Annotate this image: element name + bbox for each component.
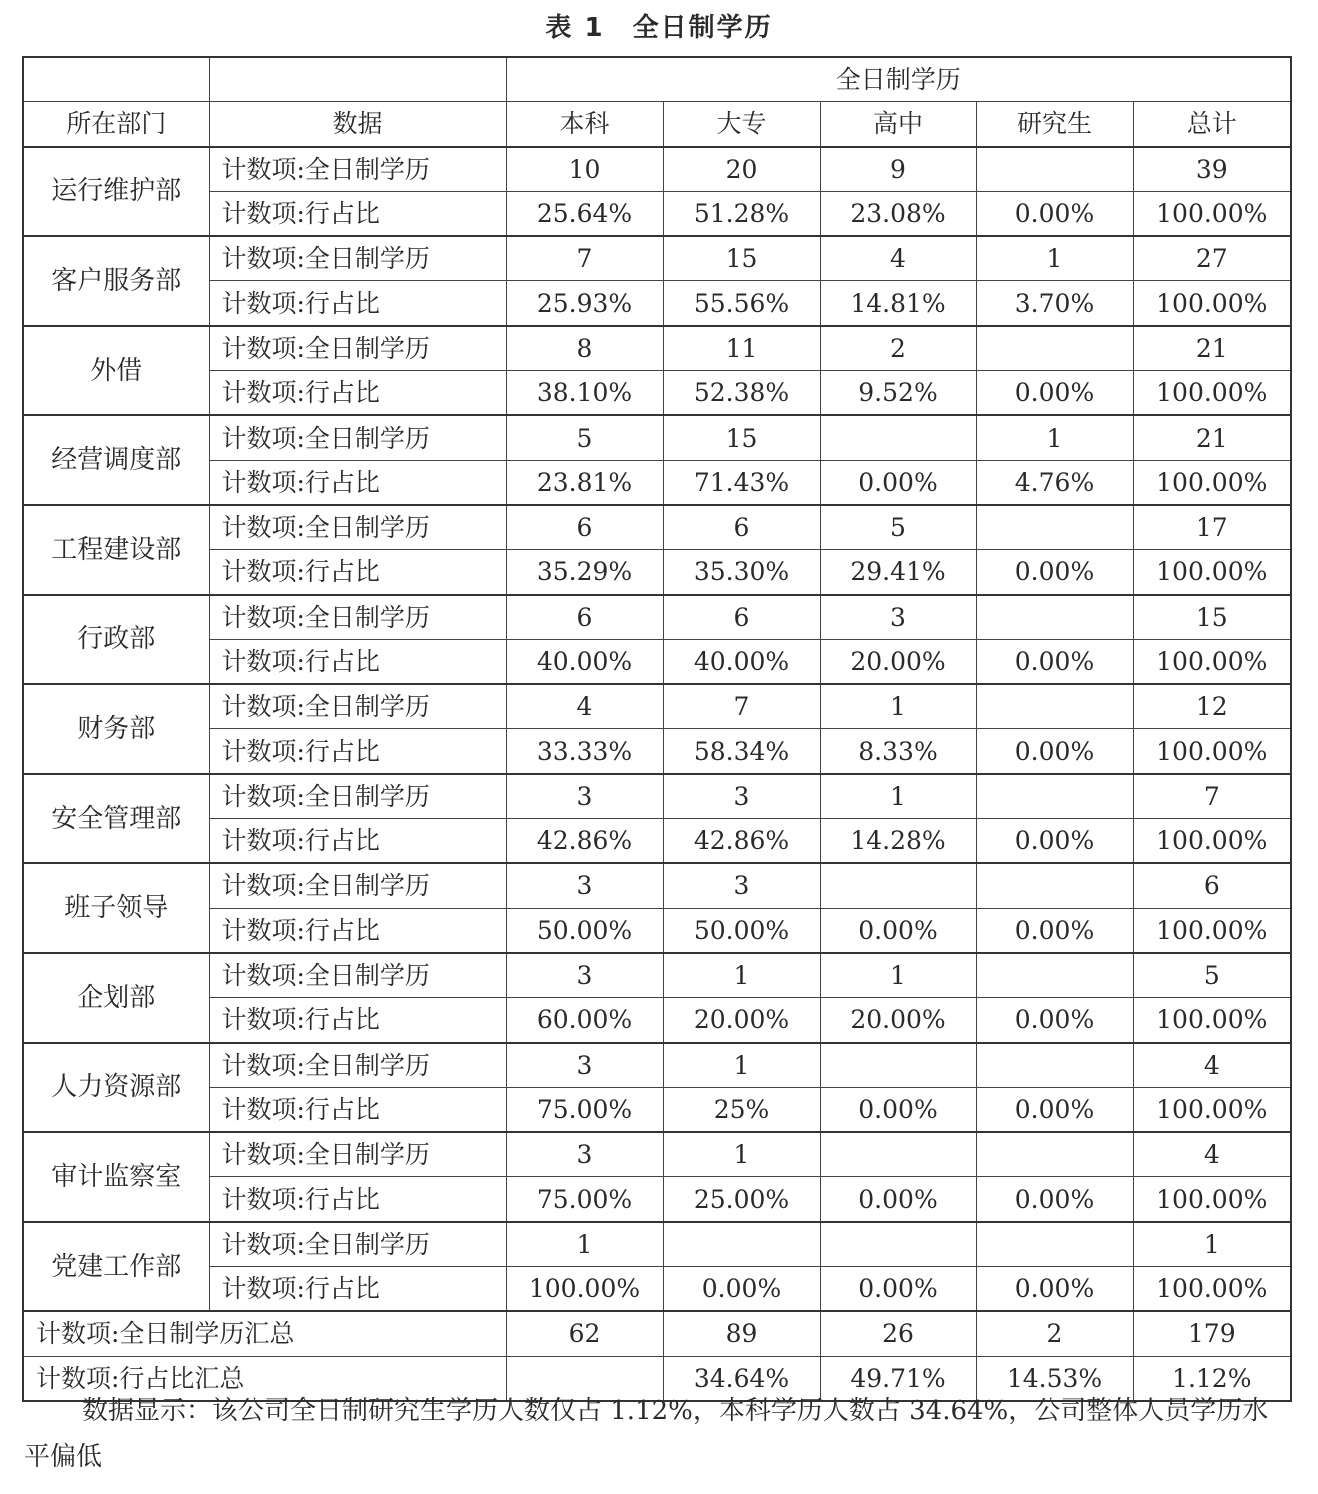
ratio-cell: 33.33% (506, 729, 663, 774)
ratio-cell: 0.00% (663, 1267, 820, 1312)
count-cell: 8 (506, 326, 663, 371)
col-header-data: 数据 (209, 102, 506, 147)
count-cell (976, 147, 1133, 192)
count-cell: 20 (663, 147, 820, 192)
table-row (23, 684, 1291, 729)
dept-name: 企划部 (23, 953, 209, 1043)
count-cell (976, 1222, 1133, 1267)
count-cell: 11 (663, 326, 820, 371)
row-label: 计数项:行占比 (209, 1177, 506, 1222)
count-cell (820, 415, 976, 460)
total-cell: 89 (663, 1311, 820, 1356)
count-cell: 1 (1133, 1222, 1291, 1267)
dept-name: 审计监察室 (23, 1132, 209, 1222)
table-row (23, 191, 1291, 236)
count-cell: 1 (820, 684, 976, 729)
ratio-cell: 14.81% (820, 281, 976, 326)
dept-name: 安全管理部 (23, 774, 209, 864)
count-cell: 9 (820, 147, 976, 192)
count-cell: 3 (506, 1043, 663, 1088)
ratio-cell: 0.00% (976, 191, 1133, 236)
dept-name: 运行维护部 (23, 147, 209, 237)
row-label: 计数项:全日制学历 (209, 684, 506, 729)
table-row (23, 460, 1291, 505)
total-cell: 49.71% (820, 1356, 976, 1401)
count-cell: 10 (506, 147, 663, 192)
col-header-dept: 所在部门 (23, 102, 209, 147)
ratio-cell: 100.00% (506, 1267, 663, 1312)
ratio-cell: 52.38% (663, 371, 820, 416)
total-cell: 26 (820, 1311, 976, 1356)
ratio-cell: 40.00% (506, 639, 663, 684)
count-cell: 4 (820, 236, 976, 281)
col-header-college: 大专 (663, 102, 820, 147)
ratio-cell: 20.00% (820, 998, 976, 1043)
row-label: 计数项:行占比 (209, 639, 506, 684)
row-label: 计数项:行占比 (209, 819, 506, 864)
table-row (23, 1222, 1291, 1267)
dept-name: 财务部 (23, 684, 209, 774)
blank-header-cell (23, 57, 209, 102)
ratio-cell: 0.00% (976, 908, 1133, 953)
count-cell (976, 505, 1133, 550)
ratio-cell: 0.00% (820, 460, 976, 505)
table-row (23, 550, 1291, 595)
count-cell: 5 (1133, 953, 1291, 998)
count-cell: 1 (506, 1222, 663, 1267)
count-cell: 21 (1133, 326, 1291, 371)
row-label: 计数项:全日制学历 (209, 505, 506, 550)
count-cell: 6 (663, 595, 820, 640)
table-row (23, 774, 1291, 819)
row-label: 计数项:全日制学历 (209, 863, 506, 908)
count-cell (820, 863, 976, 908)
table-row (23, 908, 1291, 953)
count-cell (976, 1132, 1133, 1177)
row-label: 计数项:行占比 (209, 281, 506, 326)
count-cell (976, 1043, 1133, 1088)
count-cell: 3 (506, 953, 663, 998)
count-cell: 15 (1133, 595, 1291, 640)
row-label: 计数项:全日制学历 (209, 1043, 506, 1088)
summary-note: 数据显示：该公司全日制研究生学历人数仅占 1.12%，本科学历人数占 34.64%，公司整体人员学历水平偏低 (24, 1396, 1269, 1472)
count-cell (976, 326, 1133, 371)
ratio-cell: 50.00% (663, 908, 820, 953)
ratio-cell: 0.00% (820, 908, 976, 953)
count-cell: 5 (506, 415, 663, 460)
count-cell: 1 (663, 953, 820, 998)
ratio-cell: 100.00% (1133, 460, 1291, 505)
row-label: 计数项:行占比 (209, 460, 506, 505)
ratio-cell: 20.00% (663, 998, 820, 1043)
table-row (23, 595, 1291, 640)
count-cell: 12 (1133, 684, 1291, 729)
ratio-cell: 0.00% (820, 1177, 976, 1222)
count-cell: 1 (820, 953, 976, 998)
ratio-cell: 40.00% (663, 639, 820, 684)
col-header-graduate: 研究生 (976, 102, 1133, 147)
ratio-cell: 42.86% (663, 819, 820, 864)
ratio-cell: 100.00% (1133, 550, 1291, 595)
ratio-cell: 100.00% (1133, 729, 1291, 774)
table-row (23, 1043, 1291, 1088)
ratio-cell: 100.00% (1133, 281, 1291, 326)
table-row (23, 729, 1291, 774)
table-row (23, 505, 1291, 550)
ratio-cell: 0.00% (976, 639, 1133, 684)
ratio-cell: 100.00% (1133, 371, 1291, 416)
row-label: 计数项:行占比 (209, 908, 506, 953)
count-cell: 1 (976, 236, 1133, 281)
count-cell (976, 953, 1133, 998)
count-cell: 6 (663, 505, 820, 550)
count-cell: 3 (820, 595, 976, 640)
ratio-cell: 3.70% (976, 281, 1133, 326)
group-header: 全日制学历 (506, 57, 1291, 102)
ratio-cell: 55.56% (663, 281, 820, 326)
count-cell: 2 (820, 326, 976, 371)
ratio-cell: 0.00% (976, 998, 1133, 1043)
ratio-cell: 23.81% (506, 460, 663, 505)
row-label: 计数项:全日制学历 (209, 1222, 506, 1267)
ratio-cell: 100.00% (1133, 191, 1291, 236)
col-header-highschool: 高中 (820, 102, 976, 147)
col-header-total: 总计 (1133, 102, 1291, 147)
ratio-cell: 100.00% (1133, 998, 1291, 1043)
count-cell: 3 (663, 863, 820, 908)
row-label: 计数项:全日制学历 (209, 326, 506, 371)
count-cell: 7 (663, 684, 820, 729)
count-cell (976, 774, 1133, 819)
column-header-row (23, 102, 1291, 147)
total-row (23, 1311, 1291, 1356)
table-row (23, 147, 1291, 192)
ratio-cell: 14.28% (820, 819, 976, 864)
table-row (23, 371, 1291, 416)
row-label: 计数项:行占比 (209, 1087, 506, 1132)
ratio-cell: 51.28% (663, 191, 820, 236)
count-cell: 5 (820, 505, 976, 550)
count-cell (976, 684, 1133, 729)
row-label: 计数项:行占比 (209, 550, 506, 595)
count-cell: 4 (506, 684, 663, 729)
row-label: 计数项:全日制学历 (209, 236, 506, 281)
total-cell: 14.53% (976, 1356, 1133, 1401)
ratio-cell: 100.00% (1133, 819, 1291, 864)
ratio-cell: 60.00% (506, 998, 663, 1043)
table-row (23, 1132, 1291, 1177)
table-row (23, 281, 1291, 326)
dept-name: 工程建设部 (23, 505, 209, 595)
total-cell: 34.64% (663, 1356, 820, 1401)
count-cell: 1 (663, 1132, 820, 1177)
row-label: 计数项:全日制学历 (209, 1132, 506, 1177)
count-cell: 3 (506, 1132, 663, 1177)
table-row (23, 1267, 1291, 1312)
blank-header-cell (209, 57, 506, 102)
ratio-cell: 0.00% (820, 1087, 976, 1132)
count-cell: 15 (663, 415, 820, 460)
ratio-cell: 25.00% (663, 1177, 820, 1222)
count-cell: 7 (1133, 774, 1291, 819)
row-label: 计数项:全日制学历 (209, 147, 506, 192)
count-cell: 7 (506, 236, 663, 281)
table-row (23, 998, 1291, 1043)
count-cell (820, 1043, 976, 1088)
count-cell: 3 (506, 774, 663, 819)
row-label: 计数项:行占比 (209, 998, 506, 1043)
count-cell: 1 (820, 774, 976, 819)
ratio-cell: 42.86% (506, 819, 663, 864)
total-cell: 62 (506, 1311, 663, 1356)
table-row (23, 953, 1291, 998)
dept-name: 经营调度部 (23, 415, 209, 505)
row-label: 计数项:行占比 (209, 191, 506, 236)
count-cell: 1 (976, 415, 1133, 460)
row-label: 计数项:全日制学历 (209, 595, 506, 640)
dept-name: 班子领导 (23, 863, 209, 953)
ratio-cell: 35.30% (663, 550, 820, 595)
ratio-cell: 0.00% (976, 729, 1133, 774)
group-header-row (23, 57, 1291, 102)
ratio-cell: 23.08% (820, 191, 976, 236)
ratio-cell: 4.76% (976, 460, 1133, 505)
count-cell: 17 (1133, 505, 1291, 550)
count-cell: 3 (506, 863, 663, 908)
dept-name: 党建工作部 (23, 1222, 209, 1312)
ratio-cell: 71.43% (663, 460, 820, 505)
row-label: 计数项:全日制学历 (209, 953, 506, 998)
ratio-cell: 25.93% (506, 281, 663, 326)
ratio-cell: 0.00% (976, 1267, 1133, 1312)
ratio-cell: 0.00% (976, 1087, 1133, 1132)
count-cell: 27 (1133, 236, 1291, 281)
ratio-cell: 100.00% (1133, 639, 1291, 684)
dept-name: 行政部 (23, 595, 209, 685)
total-cell: 1.12% (1133, 1356, 1291, 1401)
total-cell: 2 (976, 1311, 1133, 1356)
ratio-cell: 25.64% (506, 191, 663, 236)
ratio-cell: 0.00% (976, 550, 1133, 595)
table-row (23, 1087, 1291, 1132)
ratio-cell: 75.00% (506, 1087, 663, 1132)
ratio-cell: 100.00% (1133, 1267, 1291, 1312)
ratio-cell: 0.00% (820, 1267, 976, 1312)
education-table (22, 56, 1292, 1402)
count-cell: 39 (1133, 147, 1291, 192)
count-cell: 21 (1133, 415, 1291, 460)
count-cell (820, 1222, 976, 1267)
dept-name: 客户服务部 (23, 236, 209, 326)
ratio-cell: 0.00% (976, 819, 1133, 864)
count-cell: 6 (506, 595, 663, 640)
dept-name: 外借 (23, 326, 209, 416)
ratio-cell: 0.00% (976, 371, 1133, 416)
count-cell (976, 863, 1133, 908)
table-row (23, 863, 1291, 908)
row-label: 计数项:行占比 (209, 371, 506, 416)
total-cell: 179 (1133, 1311, 1291, 1356)
count-cell (820, 1132, 976, 1177)
ratio-cell: 100.00% (1133, 908, 1291, 953)
dept-name: 人力资源部 (23, 1043, 209, 1133)
count-cell: 15 (663, 236, 820, 281)
ratio-cell: 9.52% (820, 371, 976, 416)
count-cell: 4 (1133, 1132, 1291, 1177)
table-row (23, 236, 1291, 281)
ratio-cell: 25% (663, 1087, 820, 1132)
ratio-cell: 75.00% (506, 1177, 663, 1222)
count-cell: 4 (1133, 1043, 1291, 1088)
ratio-cell: 58.34% (663, 729, 820, 774)
row-label: 计数项:行占比 (209, 1267, 506, 1312)
ratio-cell: 100.00% (1133, 1177, 1291, 1222)
table-row (23, 819, 1291, 864)
ratio-cell: 100.00% (1133, 1087, 1291, 1132)
row-label: 计数项:全日制学历 (209, 415, 506, 460)
ratio-cell: 38.10% (506, 371, 663, 416)
table-row (23, 1177, 1291, 1222)
col-header-bachelor: 本科 (506, 102, 663, 147)
table-row (23, 415, 1291, 460)
total-label: 计数项:行占比汇总 (23, 1356, 506, 1401)
table-row (23, 639, 1291, 684)
count-cell (976, 595, 1133, 640)
row-label: 计数项:全日制学历 (209, 774, 506, 819)
ratio-cell: 20.00% (820, 639, 976, 684)
total-label: 计数项:全日制学历汇总 (23, 1311, 506, 1356)
ratio-cell: 35.29% (506, 550, 663, 595)
table-caption: 表 1 全日制学历 (545, 13, 773, 43)
row-label: 计数项:行占比 (209, 729, 506, 774)
ratio-cell: 29.41% (820, 550, 976, 595)
table-row (23, 326, 1291, 371)
ratio-cell: 0.00% (976, 1177, 1133, 1222)
ratio-cell: 8.33% (820, 729, 976, 774)
count-cell (663, 1222, 820, 1267)
count-cell: 6 (506, 505, 663, 550)
count-cell: 3 (663, 774, 820, 819)
count-cell: 1 (663, 1043, 820, 1088)
ratio-cell: 50.00% (506, 908, 663, 953)
count-cell: 6 (1133, 863, 1291, 908)
